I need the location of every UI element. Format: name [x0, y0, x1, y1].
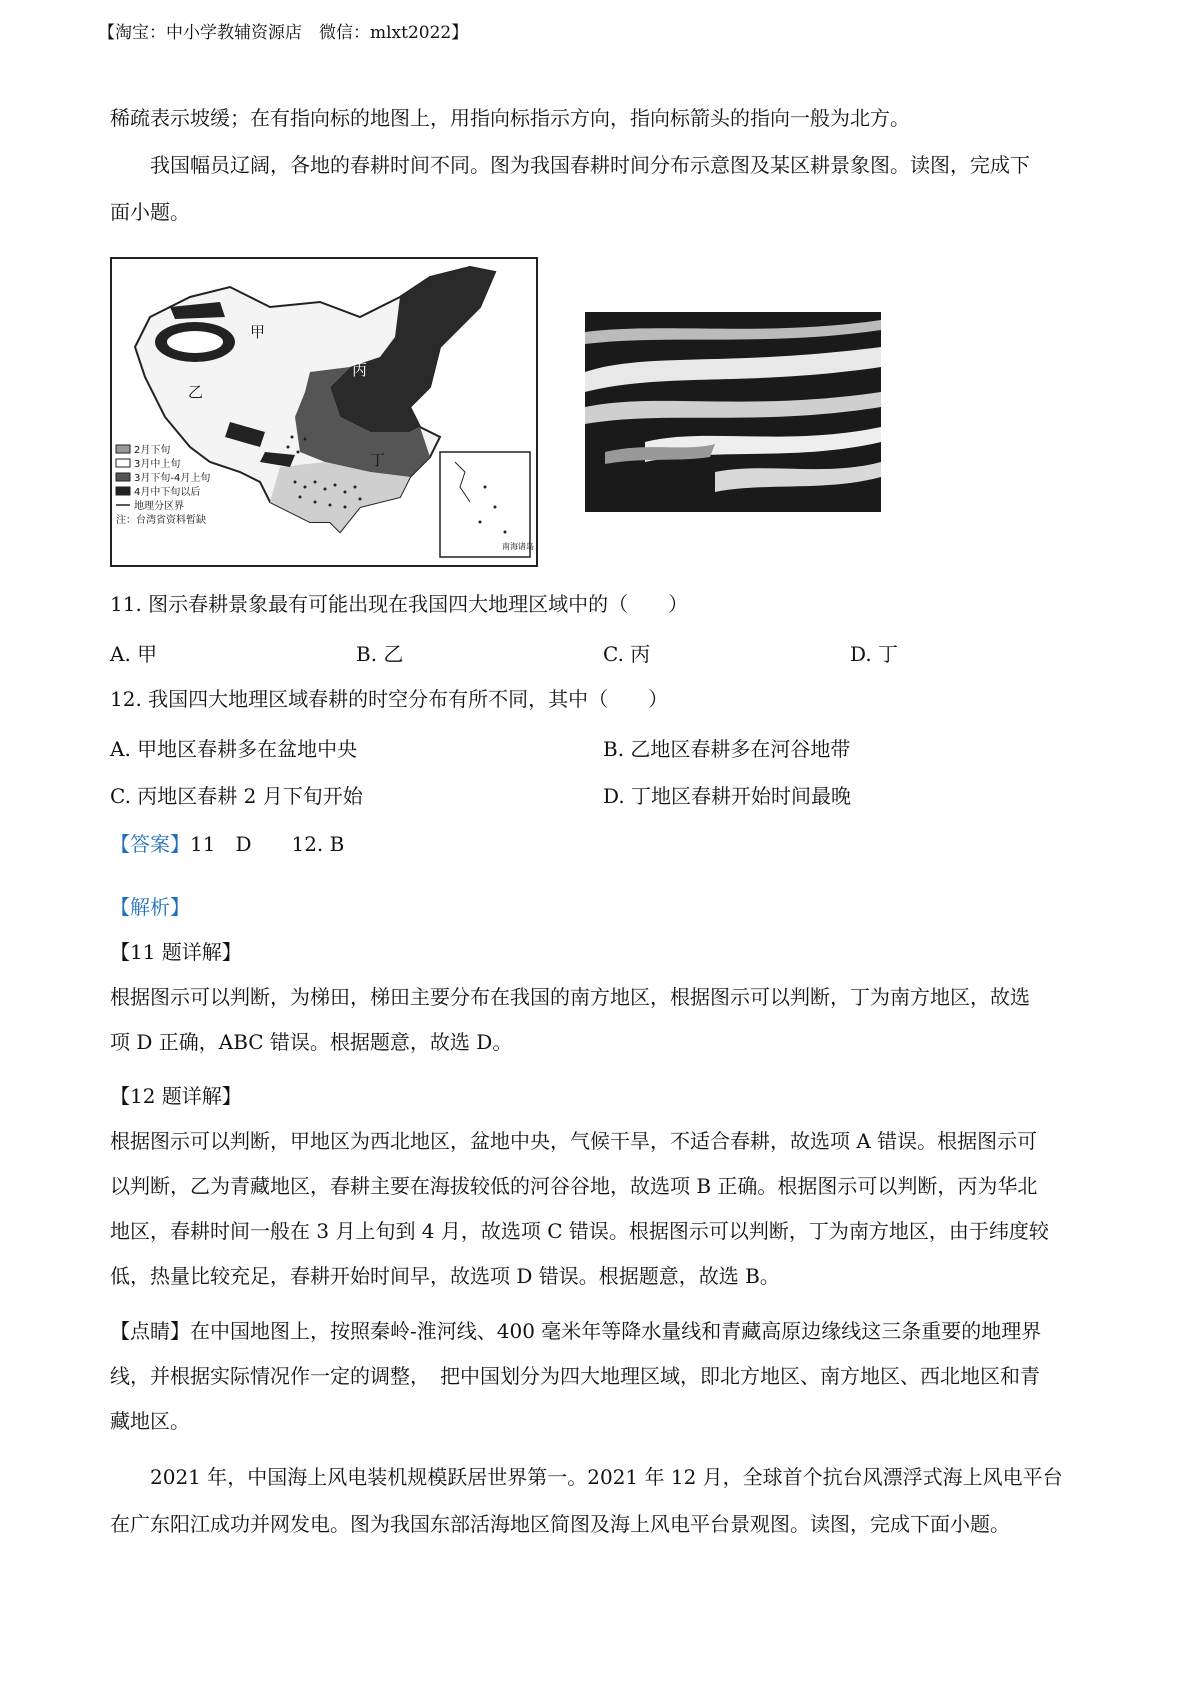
inset-label: 南海诸岛 — [502, 542, 534, 551]
passage-line-2: 面小题。 — [110, 200, 190, 224]
q12-stem: 12. 我国四大地理区域春耕的时空分布有所不同，其中（ ） — [110, 687, 669, 711]
page-header: 【淘宝：中小学教辅资源店 微信：mlxt2022】 — [98, 23, 469, 43]
q11-option-b[interactable]: B. 乙 — [356, 642, 404, 666]
spring-plowing-map — [110, 257, 538, 567]
dianjing-line-3: 藏地区。 — [110, 1409, 190, 1433]
legend-entry: 2月下旬 — [134, 445, 171, 456]
legend-entry: 3月中上旬 — [134, 459, 181, 470]
terrace-photo — [585, 312, 881, 512]
detail-12-line-1: 根据图示可以判断，甲地区为西北地区，盆地中央，气候干旱，不适合春耕，故选项 A 错误。根据图示可 — [110, 1129, 1038, 1153]
next-passage-line-2: 在广东阳江成功并网发电。图为我国东部活海地区简图及海上风电平台景观图。读图，完成下面小题。 — [110, 1512, 1010, 1536]
region-label-yi: 乙 — [188, 383, 204, 401]
detail-12-line-3: 地区，春耕时间一般在 3 月上旬到 4 月，故选项 C 错误。根据图示可以判断，丁为南方地区，由于纬度较 — [110, 1219, 1049, 1243]
tarim-basin-center — [167, 331, 223, 353]
q12-option-c[interactable]: C. 丙地区春耕 2 月下旬开始 — [110, 784, 363, 808]
intro-line: 稀疏表示坡缓；在有指向标的地图上，用指向标指示方向，指向标箭头的指向一般为北方。 — [110, 106, 910, 130]
q12-option-d[interactable]: D. 丁地区春耕开始时间最晚 — [603, 784, 852, 808]
q11-option-c[interactable]: C. 丙 — [603, 642, 651, 666]
q12-option-a[interactable]: A. 甲地区春耕多在盆地中央 — [110, 737, 358, 761]
dianjing-line-2: 线，并根据实际情况作一定的调整， 把中国划分为四大地理区域，即北方地区、南方地区、西北地区和青 — [110, 1364, 1040, 1388]
dianjing-label: 【点睛】 — [110, 1319, 190, 1343]
detail-11-title: 【11 题详解】 — [110, 940, 242, 964]
answer-text: 11 D 12. B — [190, 832, 345, 856]
detail-12-line-2: 以判断，乙为青藏地区，春耕主要在海拔较低的河谷谷地，故选项 B 正确。根据图示可以判断，丙为华北 — [110, 1174, 1038, 1198]
dianjing-text-1: 在中国地图上，按照秦岭-淮河线、400 毫米年等降水量线和青藏高原边缘线这三条重要的地理界 — [190, 1319, 1042, 1343]
next-passage-line-1: 2021 年，中国海上风电装机规模跃居世界第一。2021 年 12 月，全球首个抗台风漂浮式海上风电平台 — [150, 1465, 1063, 1489]
analysis-label: 【解析】 — [110, 895, 190, 919]
q11-option-a[interactable]: A. 甲 — [110, 642, 158, 666]
answer-label: 【答案】 — [110, 832, 190, 856]
region-label-ding: 丁 — [370, 451, 386, 469]
detail-12-line-4: 低，热量比较充足，春耕开始时间早，故选项 D 错误。根据题意，故选 B。 — [110, 1264, 780, 1288]
legend-entry: 地理分区界 — [134, 501, 184, 512]
detail-11-line-1: 根据图示可以判断，为梯田，梯田主要分布在我国的南方地区，根据图示可以判断，丁为南方地区，故选 — [110, 985, 1030, 1009]
region-label-jia: 甲 — [250, 323, 266, 341]
q11-stem: 11. 图示春耕景象最有可能出现在我国四大地理区域中的（ ） — [110, 592, 689, 616]
detail-12-title: 【12 题详解】 — [110, 1084, 242, 1108]
legend-entry: 4月中下旬以后 — [134, 487, 201, 498]
detail-11-line-2: 项 D 正确，ABC 错误。根据题意，故选 D。 — [110, 1030, 513, 1054]
q11-option-d[interactable]: D. 丁 — [850, 642, 899, 666]
legend-entry: 注：台湾省资料暂缺 — [116, 515, 206, 526]
answer-line — [110, 822, 344, 867]
south-sea-inset — [440, 452, 534, 557]
region-label-bing: 丙 — [352, 361, 368, 379]
dianjing-line-1 — [110, 1309, 1041, 1354]
passage-line-1: 我国幅员辽阔，各地的春耕时间不同。图为我国春耕时间分布示意图及某区耕景象图。读图，完成下 — [150, 153, 1030, 177]
legend-entry: 3月下旬-4月上旬 — [134, 473, 211, 484]
q12-option-b[interactable]: B. 乙地区春耕多在河谷地带 — [603, 737, 851, 761]
